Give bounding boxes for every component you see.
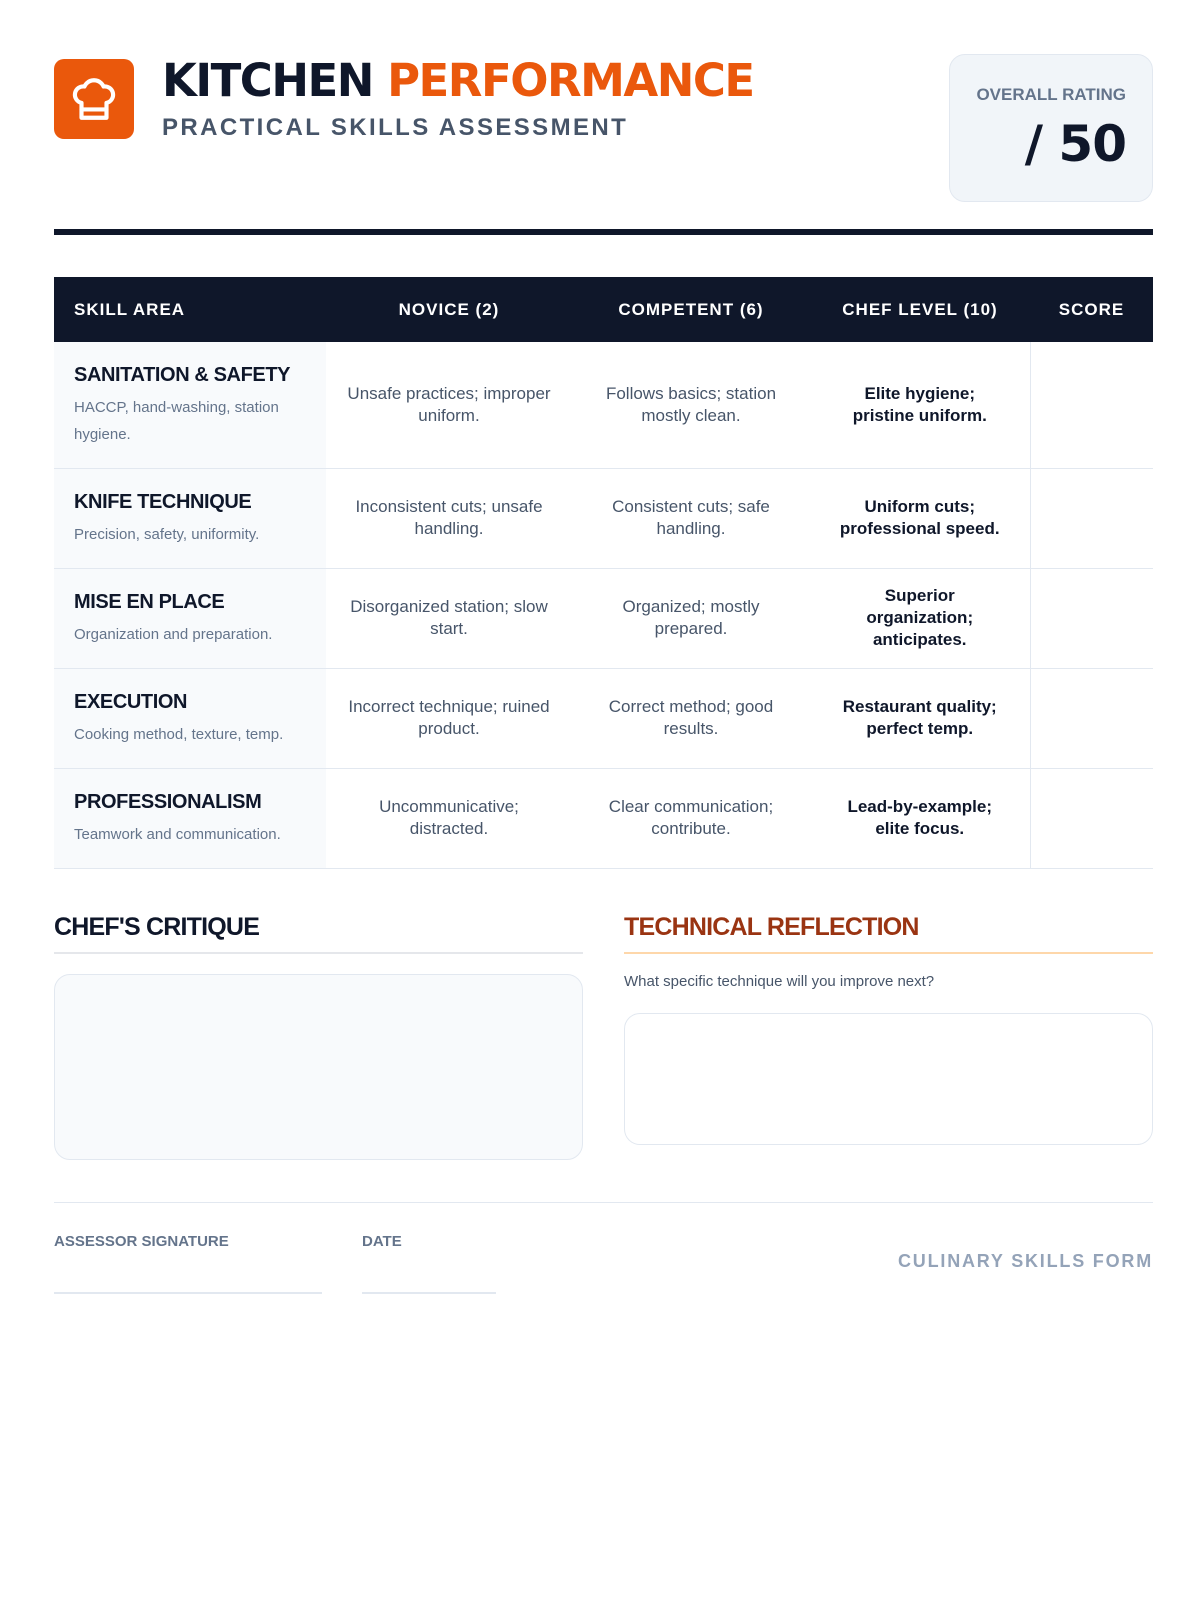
form-name: CULINARY SKILLS FORM xyxy=(898,1251,1153,1271)
score-cell[interactable] xyxy=(1030,342,1153,468)
overall-rating-label: OVERALL RATING xyxy=(976,85,1126,104)
competent-cell: Organized; mostly prepared. xyxy=(572,568,810,668)
skill-name: PROFESSIONALISM xyxy=(74,790,262,813)
title-accent: PERFORMANCE xyxy=(387,54,754,107)
table-row xyxy=(54,342,1153,468)
competent-cell: Correct method; good results. xyxy=(572,668,810,768)
novice-cell: Disorganized station; slow start. xyxy=(326,568,572,668)
reflection-title: TECHNICAL REFLECTION xyxy=(624,913,919,941)
novice-cell: Uncommunicative; distracted. xyxy=(326,768,572,868)
skill-cell xyxy=(54,568,326,668)
header-chef-level: CHEF LEVEL (10) xyxy=(810,277,1030,342)
chef-hat-icon xyxy=(69,74,119,124)
reflection-divider xyxy=(624,952,1153,954)
skill-name: SANITATION & SAFETY xyxy=(74,363,291,386)
skill-cell xyxy=(54,342,326,468)
skill-description: Precision, safety, uniformity. xyxy=(74,525,260,543)
overall-rating-value[interactable]: / 50 xyxy=(1024,115,1126,173)
header-score: SCORE xyxy=(1030,277,1153,342)
overall-rating-box xyxy=(949,54,1153,202)
title-dark: KITCHEN xyxy=(162,54,373,107)
table-row xyxy=(54,768,1153,868)
date-label: DATE xyxy=(362,1233,402,1250)
chef-level-cell: Uniform cuts; professional speed. xyxy=(810,468,1030,568)
reflection-prompt: What specific technique will you improve next? xyxy=(624,973,935,990)
chef-level-cell: Elite hygiene; pristine uniform. xyxy=(810,342,1030,468)
table-row xyxy=(54,668,1153,768)
header-skill-area: SKILL AREA xyxy=(54,277,326,342)
score-cell[interactable] xyxy=(1030,668,1153,768)
skill-description: Organization and preparation. xyxy=(74,625,273,643)
header-novice: NOVICE (2) xyxy=(326,277,572,342)
footer-divider xyxy=(54,1202,1153,1203)
novice-cell: Unsafe practices; improper uniform. xyxy=(326,342,572,468)
skill-cell xyxy=(54,468,326,568)
skill-description: Teamwork and communication. xyxy=(74,825,281,843)
header-competent: COMPETENT (6) xyxy=(572,277,810,342)
score-cell[interactable] xyxy=(1030,768,1153,868)
skill-cell xyxy=(54,668,326,768)
signature-label: ASSESSOR SIGNATURE xyxy=(54,1233,229,1250)
rubric-header-row xyxy=(54,277,1153,342)
competent-cell: Consistent cuts; safe handling. xyxy=(572,468,810,568)
chef-level-cell: Lead-by-example; elite focus. xyxy=(810,768,1030,868)
skill-name: KNIFE TECHNIQUE xyxy=(74,490,252,513)
header xyxy=(54,54,1153,204)
logo xyxy=(54,59,134,139)
skill-name: MISE EN PLACE xyxy=(74,590,225,613)
assessment-form xyxy=(54,0,1153,1600)
competent-cell: Follows basics; station mostly clean. xyxy=(572,342,810,468)
competent-cell: Clear communication; contribute. xyxy=(572,768,810,868)
score-cell[interactable] xyxy=(1030,468,1153,568)
novice-cell: Inconsistent cuts; unsafe handling. xyxy=(326,468,572,568)
rubric-table xyxy=(54,277,1153,869)
chef-level-cell: Restaurant quality; perfect temp. xyxy=(810,668,1030,768)
skill-description: Cooking method, texture, temp. xyxy=(74,725,284,743)
critique-input[interactable] xyxy=(54,974,583,1160)
table-row xyxy=(54,568,1153,668)
reflection-input[interactable] xyxy=(624,1013,1153,1145)
skill-cell xyxy=(54,768,326,868)
skill-description: HACCP, hand-washing, station hygiene. xyxy=(74,398,279,443)
skill-name: EXECUTION xyxy=(74,690,188,713)
page-subtitle: PRACTICAL SKILLS ASSESSMENT xyxy=(162,114,629,141)
signature-field[interactable] xyxy=(54,1292,322,1294)
chef-level-cell: Superior organization; anticipates. xyxy=(810,568,1030,668)
critique-divider xyxy=(54,952,583,954)
table-row xyxy=(54,468,1153,568)
date-field[interactable] xyxy=(362,1292,496,1294)
critique-title: CHEF'S CRITIQUE xyxy=(54,913,260,941)
score-cell[interactable] xyxy=(1030,568,1153,668)
novice-cell: Incorrect technique; ruined product. xyxy=(326,668,572,768)
page-title xyxy=(162,56,754,106)
header-divider xyxy=(54,229,1153,235)
